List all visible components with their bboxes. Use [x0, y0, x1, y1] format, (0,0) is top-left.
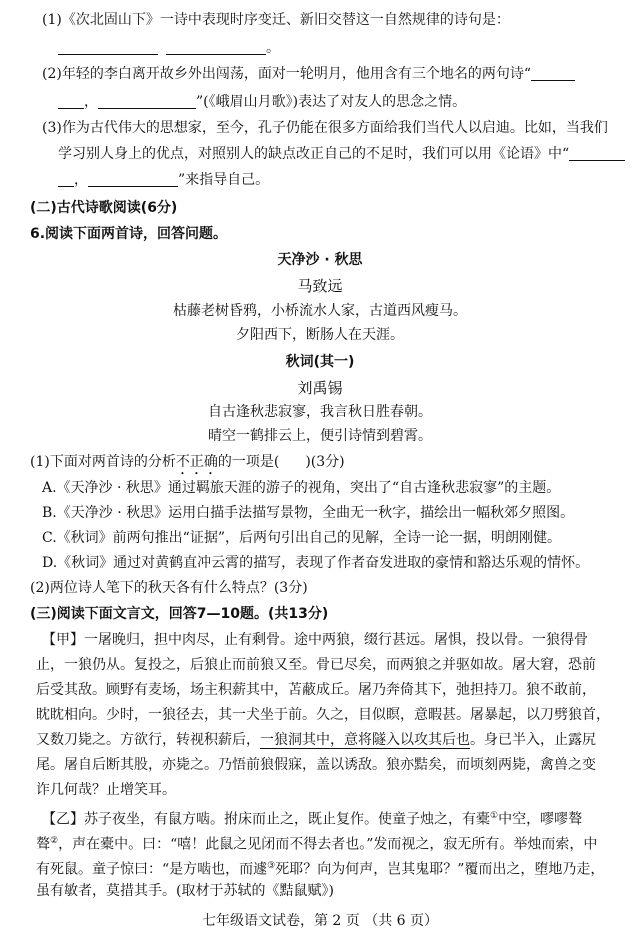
q6-sub1: (1)下面对两首诗的分析不正确的一项是( )(3分) — [30, 454, 345, 470]
passage-jia-line7: 诈几何哉？止增笑耳。 — [36, 782, 176, 798]
q5-item3-line2: 学习别人身上的优点，对照别人的缺点改正自己的不足时，我们可以用《论语》中“ — [58, 144, 625, 164]
passage-yi-line2: 聱②，声在橐中。曰：“嘻！此鼠之见闭而不得去者也。”发而视之，寂无所有。举烛而索，中 — [36, 836, 598, 853]
passage-jia-line2: 止，一狼仍从。复投之，后狼止而前狼又至。骨已尽矣，而两狼之并驱如故。屠大窘，恐前 — [36, 657, 596, 673]
poem1-line2: 夕阳西下，断肠人在天涯。 — [236, 327, 404, 343]
passage-jia-line1: 【甲】一屠晚归，担中肉尽，止有剩骨。途中两狼，缀行甚远。屠惧，投以骨。一狼得骨 — [42, 632, 588, 648]
passage-jia-line3: 后受其敌。顾野有麦场，场主积薪其中，苫蔽成丘。屠乃奔倚其下，弛担持刀。狼不敢前， — [36, 682, 596, 698]
page-footer: 七年级语文试卷，第 2 页 （共 6 页） — [201, 913, 439, 929]
section3-title: (三)阅读下面文言文，回答7—10题。(共13分) — [30, 606, 329, 622]
answer-blank[interactable] — [531, 66, 575, 81]
poem1-author: 马致远 — [297, 277, 343, 295]
passage-jia-line4: 眈眈相向。少时，一狼径去，其一犬坐于前。久之，目似瞑，意暇甚。屠暴起，以刀劈狼首， — [36, 707, 610, 723]
passage-yi-line4: 虽有敏者，莫措其手。(取材于苏轼的《黠鼠赋》) — [36, 883, 334, 899]
q5-item2-line1: (2)年轻的李白离开故乡外出闯荡，面对一轮明月，他用含有三个地名的两句诗“ — [42, 64, 575, 84]
poem1-line1: 枯藤老树昏鸦，小桥流水人家，古道西风瘦马。 — [173, 303, 467, 319]
passage-jia-line5: 又数刀毙之。方欲行，转视积薪后，一狼洞其中，意将隧入以攻其后也。身已半入，止露尻 — [36, 732, 596, 748]
passage-jia-line6: 尾。屠自后断其股，亦毙之。乃悟前狼假寐，盖以诱敌。狼亦黠矣，而顷刻两毙，禽兽之变 — [36, 757, 596, 773]
poem2-line1: 自古逢秋悲寂寥，我言秋日胜春朝。 — [208, 404, 432, 420]
poem2-author: 刘禹锡 — [297, 379, 343, 397]
poem1-title: 天净沙 · 秋思 — [277, 252, 363, 268]
q6-option-c: C.《秋词》前两句推出“证据”，后两句引出自己的见解，全诗一论一据，明朗刚健。 — [42, 530, 561, 546]
q5-item3-line3: ， ”来指导自己。 — [58, 170, 269, 190]
passage-yi-line3: 有死鼠。童子惊曰：“是方啮也，而遽③死耶？向为何声，岂其鬼耶？”覆而出之，堕地乃走， — [36, 861, 605, 878]
poem2-title: 秋词(其一) — [285, 354, 355, 370]
q6-sub2: (2)两位诗人笔下的秋天各有什么特点？(3分) — [30, 580, 308, 596]
answer-blank[interactable] — [58, 94, 84, 109]
answer-blank[interactable] — [569, 146, 625, 161]
passage-yi-line1: 【乙】苏子夜坐，有鼠方啮。拊床而止之，既止复作。使童子烛之，有橐①中空，嘐嘐聱 — [42, 811, 583, 828]
q5-item2-line2: ， ”(《峨眉山月歌》)表达了对友人的思念之情。 — [58, 92, 466, 112]
q5-item3-line1: (3)作为古代伟大的思想家，至今，孔子仍能在很多方面给我们当代人以启迪。比如，当我们 — [42, 120, 608, 136]
q5-item1-answer: 。 — [58, 38, 280, 58]
q6-option-b: B.《天净沙 · 秋思》运用白描手法描写景物，全曲无一秋字，描绘出一幅秋郊夕照图。 — [42, 505, 575, 521]
answer-blank[interactable] — [58, 40, 158, 55]
underlined-sentence: 一狼洞其中，意将隧入以攻其后也 — [260, 732, 470, 748]
answer-blank[interactable] — [98, 94, 196, 109]
q6-prompt: 6.阅读下面两首诗，回答问题。 — [30, 226, 228, 242]
answer-blank[interactable] — [166, 40, 266, 55]
answer-blank[interactable] — [58, 172, 74, 187]
section2-title: (二)古代诗歌阅读(6分) — [30, 200, 178, 216]
q5-item1: (1)《次北固山下》一诗中表现时序变迁、新旧交替这一自然规律的诗句是： — [42, 12, 510, 28]
q6-option-d: D.《秋词》通过对黄鹤直冲云霄的描写，表现了作者奋发进取的豪情和豁达乐观的情怀。 — [42, 555, 590, 571]
poem2-line2: 晴空一鹤排云上，便引诗情到碧霄。 — [208, 428, 432, 444]
q6-option-a: A.《天净沙 · 秋思》通过羁旅天涯的游子的视角，突出了“自古逢秋悲寂寥”的主题。 — [42, 480, 561, 496]
answer-blank[interactable] — [88, 172, 178, 187]
